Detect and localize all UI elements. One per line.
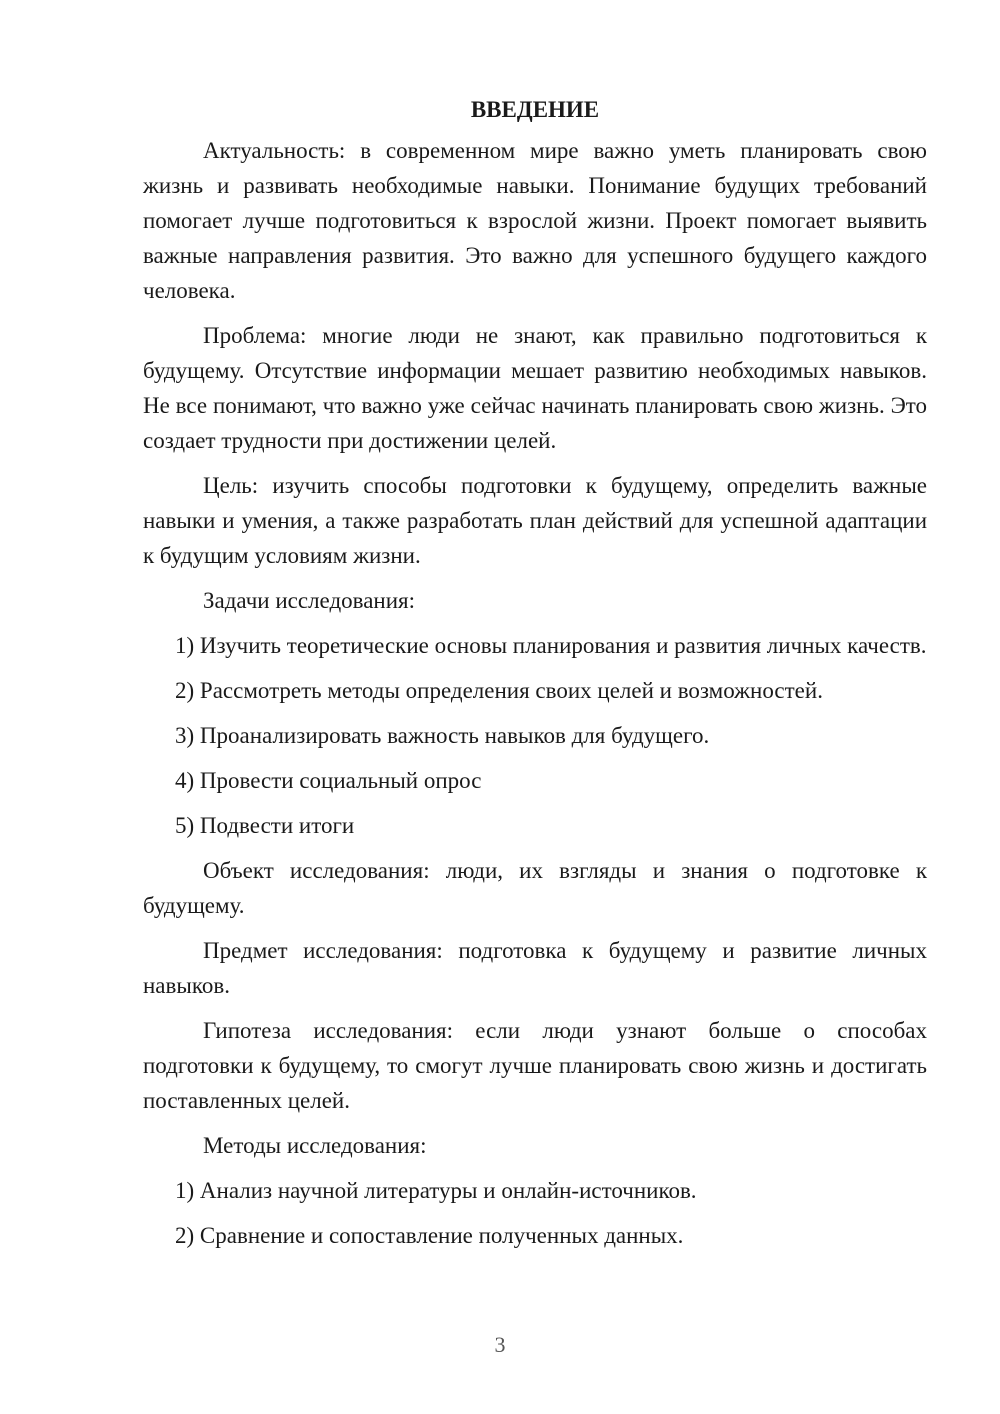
task-item-4: 4) Провести социальный опрос bbox=[175, 768, 482, 793]
task-item-5: 5) Подвести итоги bbox=[175, 813, 355, 838]
subject-paragraph: Предмет исследования: подготовка к будущему и развитие личных навыков. bbox=[143, 938, 927, 998]
problem-paragraph: Проблема: многие люди не знают, как правильно подготовиться к будущему. Отсутствие информации мешает развитию необходимых навыков. Не все понимают, что важно уже сейчас начинать планировать свою жизнь. Это создает трудности при достижении целей. bbox=[143, 323, 927, 453]
tasks-heading: Задачи исследования: bbox=[203, 588, 416, 613]
relevance-paragraph: Актуальность: в современном мире важно уметь планировать свою жизнь и развивать необходимые навыки. Понимание будущих требований помогает лучше подготовиться к взрослой жизни. Проект помогает выявить важные направления развития. Это важно для успешного будущего каждого человека. bbox=[143, 138, 927, 303]
page-number: 3 bbox=[494, 1332, 506, 1357]
task-item-1: 1) Изучить теоретические основы планирования и развития личных качеств. bbox=[175, 633, 927, 658]
hypothesis-paragraph: Гипотеза исследования: если люди узнают больше о способах подготовки к будущему, то смогут лучше планировать свою жизнь и достигать поставленных целей. bbox=[143, 1018, 927, 1113]
page-content bbox=[143, 92, 927, 1263]
object-paragraph: Объект исследования: люди, их взгляды и знания о подготовке к будущему. bbox=[143, 858, 927, 918]
goal-paragraph: Цель: изучить способы подготовки к будущему, определить важные навыки и умения, а также разработать план действий для успешной адаптации к будущим условиям жизни. bbox=[143, 473, 927, 568]
page-title: ВВЕДЕНИЕ bbox=[470, 97, 600, 122]
task-item-2: 2) Рассмотреть методы определения своих целей и возможностей. bbox=[175, 678, 823, 703]
task-item-3: 3) Проанализировать важность навыков для будущего. bbox=[175, 723, 710, 748]
method-item-2: 2) Сравнение и сопоставление полученных данных. bbox=[175, 1223, 684, 1248]
method-item-1: 1) Анализ научной литературы и онлайн-источников. bbox=[175, 1178, 697, 1203]
methods-heading: Методы исследования: bbox=[203, 1133, 427, 1158]
